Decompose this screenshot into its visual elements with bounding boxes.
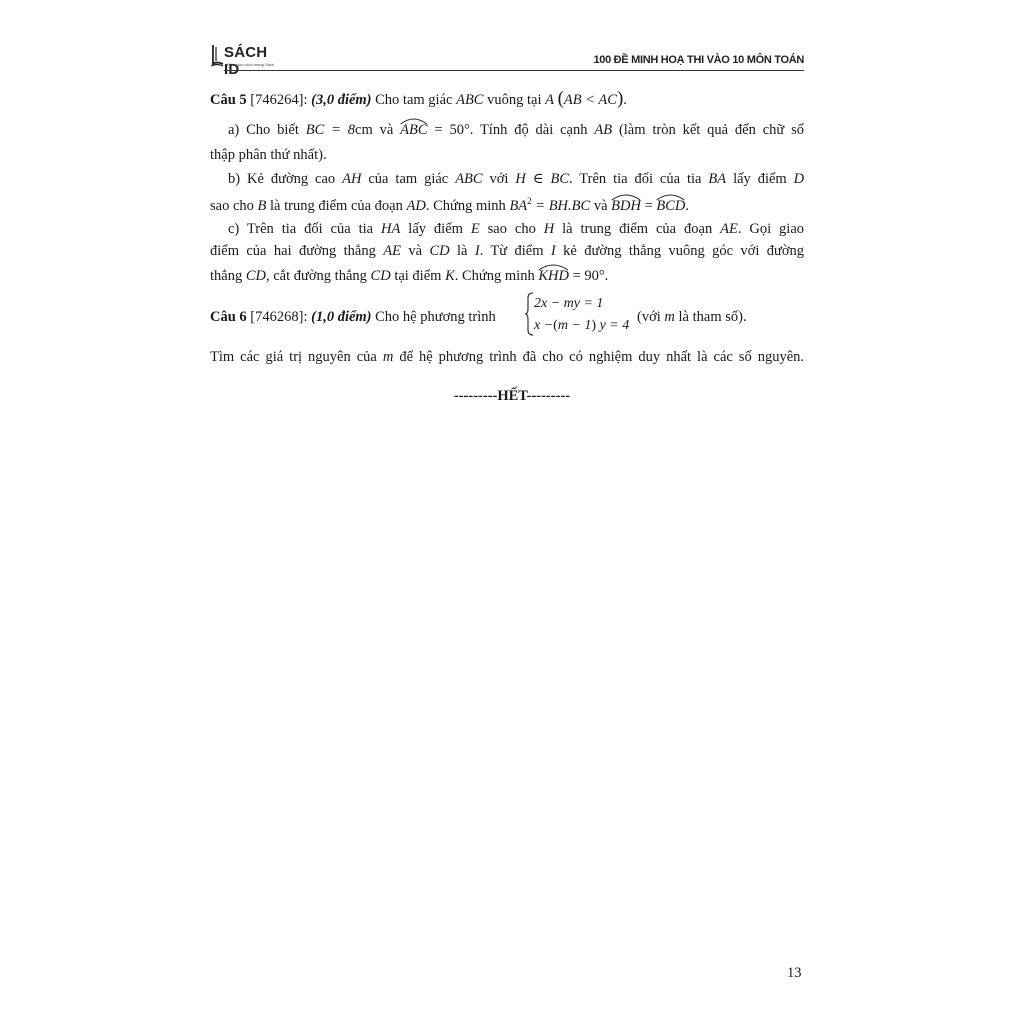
q5-label: Câu 5 — [210, 92, 247, 108]
q6-label: Câu 6 — [210, 309, 247, 325]
q6-note: (với m là tham số). — [637, 309, 747, 325]
angle-bdh: BDH — [611, 198, 641, 215]
q5-part-b: b) Kẻ đường cao AH của tam giác ABC với H ∈ BC. Trên tia đối của tia BA lấy điểm D — [228, 171, 805, 187]
series-title: 100 ĐỀ MINH HOẠ THI VÀO 10 MÔN TOÁN — [593, 54, 804, 66]
q5-part-c-line2: điểm của hai đường thẳng AE và CD là I. Từ điểm I kẻ đường thẳng vuông góc với đường — [210, 243, 805, 259]
end-mark: ---------HẾT--------- — [453, 388, 571, 404]
logo-tagline: Một cuộc cách mạng Sách — [227, 62, 275, 67]
system-brace — [524, 292, 534, 336]
angle-bcd: BCD — [656, 198, 685, 215]
q6-code: [746268]: — [250, 309, 308, 325]
logo-text: SÁCH ID — [224, 44, 268, 78]
q6-points: (1,0 điểm) — [311, 309, 372, 325]
system-eq1: 2x − my = 1 — [534, 296, 604, 311]
system-eq2: x −(m − 1) y = 4 — [534, 318, 630, 333]
q5-part-a: a) Cho biết BC = 8cm và ABC = 50°. Tính độ dài cạnh AB (làm tròn kết quả đến chữ số — [210, 122, 804, 139]
q6-heading: Câu 6 [746268]: (1,0 điểm) Cho hệ phương trình — [210, 309, 496, 325]
q5-part-c: c) Trên tia đối của tia HA lấy điểm E sao cho H là trung điểm của đoạn AE. Gọi giao — [228, 221, 805, 237]
q6-task: Tìm các giá trị nguyên của m để hệ phương trình đã cho có nghiệm duy nhất là các số nguyên. — [210, 349, 805, 365]
page-number: 13 — [787, 965, 802, 981]
page-header — [210, 42, 804, 78]
angle-abc: ABC — [400, 122, 427, 139]
q5-part-a-cont: thập phân thứ nhất). — [210, 147, 327, 163]
angle-khd: KHD — [538, 268, 569, 285]
q5-code: [746264]: — [250, 92, 308, 108]
q5-points: (3,0 điểm) — [311, 92, 372, 108]
header-rule — [224, 70, 804, 71]
q5-heading: Câu 5 [746264]: (3,0 điểm) Cho tam giác ABC vuông tại A (AB < AC). — [210, 88, 627, 109]
book-logo-icon — [210, 44, 224, 68]
q5-part-c-line3: thẳng CD, cắt đường thẳng CD tại điểm K. Chứng minh KHD = 90°. — [210, 268, 804, 285]
q5-part-b-cont: sao cho B là trung điểm của đoạn AD. Chứng minh $BA^2 = BH.BC$ và BDH = BCD. — [210, 196, 689, 214]
